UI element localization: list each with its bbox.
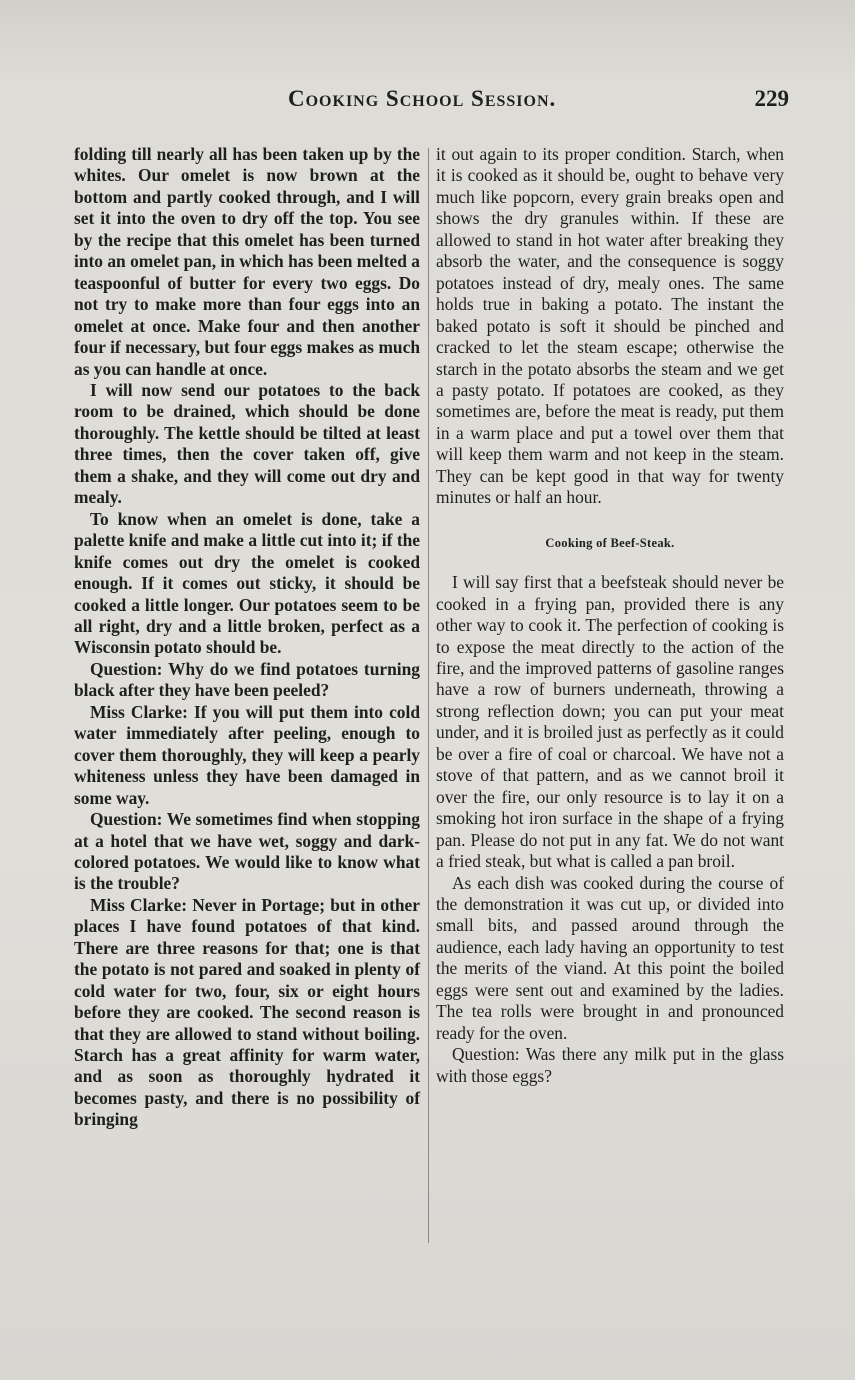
paragraph: Question: Was there any milk put in the glass with those eggs? — [436, 1044, 784, 1086]
paragraph: As each dish was cooked during the course of the demonstration it was cut up, or divided into small bits, and passed around through the audience, each lady having an opportunity to test the merits of the viand. At this point the boiled eggs were sent out and examined by the ladies. The tea rolls were brought in and pronounced ready for the oven. — [436, 872, 784, 1043]
running-title: Cooking School Session. — [288, 86, 557, 111]
section-heading: Cooking of Beef-Steak. — [545, 535, 675, 550]
paragraph: Miss Clarke: If you will put them into cold water immediately after peeling, enough to cover them thoroughly, they will keep a pearly whiteness unless they have been damaged in some way. — [74, 701, 420, 808]
paragraph: To know when an omelet is done, take a palette knife and make a little cut into it; if the knife comes out dry the omelet is cooked enough. If it comes out sticky, it should be cooked a little longer. Our potatoes seem to be all right, dry and a little broken, perfect as a Wisconsin potato should be. — [74, 508, 420, 658]
page-header — [0, 86, 855, 126]
paragraph: Question: We sometimes find when stopping at a hotel that we have wet, soggy and dark-colored potatoes. We would like to know what is the trouble? — [74, 809, 420, 894]
paragraph: Question: Why do we find potatoes turning black after they have been peeled? — [74, 658, 420, 701]
page-number: 229 — [754, 86, 789, 111]
right-column — [436, 144, 784, 1087]
paragraph: folding till nearly all has been taken up by the whites. Our omelet is now brown at the bottom and partly cooked through, and I will set it into the oven to dry off the top. You see by the recipe that this omelet has been turned into an omelet pan, in which has been melted a teaspoonful of butter for every two eggs. Do not try to make more than four eggs into an omelet at once. Make four and then another four if necessary, but four eggs makes as much as you can handle at once. — [74, 144, 420, 379]
column-divider — [428, 148, 429, 1243]
paragraph: I will say first that a beefsteak should never be cooked in a frying pan, provided there is any other way to cook it. The perfection of cooking is to expose the meat directly to the action of the fire, and the improved patterns of gasoline ranges have a row of burners underneath, throwing a strong reflection down; you can put your meat under, and it is broiled just as perfectly as it could be over a fire of coal or charcoal. We have not a stove of that pattern, and as we cannot broil it over the fire, our only resource is to lay it on a smoking hot iron surface in the shape of a frying pan. Please do not put in any fat. We do not want a fried steak, but what is called a pan broil. — [436, 572, 784, 872]
paragraph: it out again to its proper condition. Starch, when it is cooked as it should be, ought to behave very much like popcorn, every grain breaks open and shows the dry granules within. If these are allowed to stand in hot water after breaking they absorb the water, and the consequence is soggy potatoes instead of dry, mealy ones. The same holds true in baking a potato. The instant the baked potato is soft it should be pinched and cracked to let the steam escape; otherwise the starch in the potato absorbs the steam and we get a pasty potato. If potatoes are cooked, as they sometimes are, before the meat is ready, put them in a warm place and put a towel over them that will keep them warm and not keep in the steam. They can be kept good in that way for twenty minutes or half an hour. — [436, 144, 784, 508]
paragraph: Miss Clarke: Never in Portage; but in other places I have found potatoes of that kind. There are three reasons for that; one is that the potato is not pared and soaked in plenty of cold water for two, four, six or eight hours before they are cooked. The second reason is that they are allowed to stand without boiling. Starch has a great affinity for warm water, and as soon as thoroughly hydrated it becomes pasty, and there is no possibility of bringing — [74, 894, 420, 1130]
left-column — [74, 144, 420, 1131]
paragraph: I will now send our potatoes to the back room to be drained, which should be done thoroughly. The kettle should be tilted at least three times, then the cover taken off, give them a shake, and they will come out dry and mealy. — [74, 379, 420, 508]
